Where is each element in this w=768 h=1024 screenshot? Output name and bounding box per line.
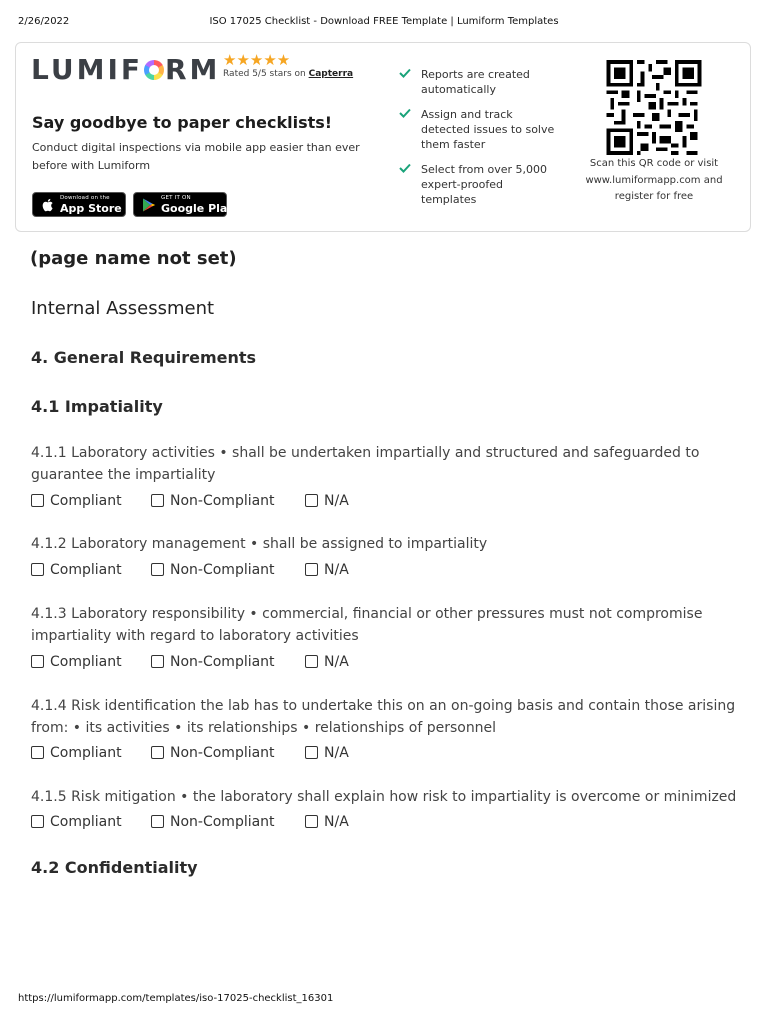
checkbox[interactable] xyxy=(305,655,318,668)
option-label: N/A xyxy=(324,745,349,761)
print-footer-url: https://lumiformapp.com/templates/iso-17025-checklist_16301 xyxy=(18,993,334,1004)
option-label: Non-Compliant xyxy=(170,562,275,578)
banner-tagline: Say goodbye to paper checklists! xyxy=(32,113,333,132)
checkbox[interactable] xyxy=(305,494,318,507)
option-label: N/A xyxy=(324,654,349,670)
print-header xyxy=(18,16,750,30)
rating-block xyxy=(223,52,353,79)
banner-subline: Conduct digital inspections via mobile app easier than ever before with Lumiform xyxy=(32,141,360,172)
option-label: N/A xyxy=(324,562,349,578)
answer-options xyxy=(31,652,531,672)
check-icon xyxy=(399,108,411,118)
capterra-link[interactable]: Capterra xyxy=(308,69,354,79)
logo-text-right: RM xyxy=(165,53,221,86)
heading-impartiality: 4.1 Impatiality xyxy=(31,397,163,416)
checkbox[interactable] xyxy=(31,563,44,576)
option-label: N/A xyxy=(324,493,349,509)
page-name: (page name not set) xyxy=(30,248,237,269)
option-label: Non-Compliant xyxy=(170,654,275,670)
option-label: Compliant xyxy=(50,745,122,761)
google-play-icon xyxy=(141,197,157,213)
option-label: Compliant xyxy=(50,654,122,670)
answer-options xyxy=(31,812,531,832)
checklist-question: 4.1.1 Laboratory activities • shall be undertaken impartially and structured and safeguarded to guarantee the impartiality xyxy=(31,445,700,483)
rating-text xyxy=(223,69,353,79)
checklist-question: 4.1.5 Risk mitigation • the laboratory shall explain how risk to impartiality is overcome or minimized xyxy=(31,789,737,805)
checklist-question: 4.1.4 Risk identification the lab has to undertake this on an on-going basis and contain those arising from: • its activities • its relationships • relationships of personnel xyxy=(31,698,736,736)
star-rating-icon: ★★★★★ xyxy=(223,51,291,69)
checkbox[interactable] xyxy=(31,494,44,507)
print-date: 2/26/2022 xyxy=(18,16,70,27)
checkbox[interactable] xyxy=(31,655,44,668)
feature-text: Select from over 5,000 expert-proofed templates xyxy=(421,163,548,206)
feature-list xyxy=(399,67,559,217)
qr-caption: Scan this QR code or visit www.lumiformapp.com and register for free xyxy=(585,158,723,202)
checkbox[interactable] xyxy=(305,815,318,828)
logo-text-left: LUMIF xyxy=(31,53,143,86)
qr-code-icon[interactable] xyxy=(604,60,704,155)
answer-options xyxy=(31,743,531,763)
option-label: Compliant xyxy=(50,562,122,578)
section-title: Internal Assessment xyxy=(31,298,215,319)
check-icon xyxy=(399,163,411,173)
check-icon xyxy=(399,68,411,78)
checkbox[interactable] xyxy=(305,746,318,759)
app-store-big-text: App Store xyxy=(60,202,122,215)
answer-options xyxy=(31,560,531,580)
feature-text: Reports are created automatically xyxy=(421,68,530,96)
app-store-small-text: Download on the xyxy=(60,195,110,201)
checkbox[interactable] xyxy=(151,815,164,828)
checkbox[interactable] xyxy=(151,746,164,759)
checkbox[interactable] xyxy=(151,494,164,507)
checkbox[interactable] xyxy=(31,746,44,759)
checklist-question: 4.1.2 Laboratory management • shall be assigned to impartiality xyxy=(31,536,488,552)
checkbox[interactable] xyxy=(305,563,318,576)
apple-icon xyxy=(40,197,56,213)
google-play-button[interactable] xyxy=(133,192,235,217)
option-label: Compliant xyxy=(50,814,122,830)
heading-confidentiality: 4.2 Confidentiality xyxy=(31,858,198,877)
option-label: Non-Compliant xyxy=(170,493,275,509)
checkbox[interactable] xyxy=(151,655,164,668)
answer-options xyxy=(31,491,531,511)
checklist-question: 4.1.3 Laboratory responsibility • commercial, financial or other pressures must not compromise impartiality with regard to laboratory activities xyxy=(31,606,703,644)
print-document-title: ISO 17025 Checklist - Download FREE Template | Lumiform Templates xyxy=(209,16,559,27)
feature-item xyxy=(399,67,559,97)
rating-prefix: Rated 5/5 stars on xyxy=(223,69,309,79)
lumiform-logo[interactable] xyxy=(31,53,220,86)
heading-general-requirements: 4. General Requirements xyxy=(31,348,257,367)
checkbox[interactable] xyxy=(31,815,44,828)
option-label: Non-Compliant xyxy=(170,745,275,761)
option-label: N/A xyxy=(324,814,349,830)
option-label: Non-Compliant xyxy=(170,814,275,830)
logo-ring-icon xyxy=(144,60,164,80)
option-label: Compliant xyxy=(50,493,122,509)
feature-item xyxy=(399,162,559,207)
feature-item xyxy=(399,107,559,152)
feature-text: Assign and track detected issues to solve them faster xyxy=(421,108,555,151)
promo-banner xyxy=(15,42,751,232)
google-play-big-text: Google Play xyxy=(161,202,235,215)
checkbox[interactable] xyxy=(151,563,164,576)
google-play-small-text: GET IT ON xyxy=(161,195,191,201)
app-store-button[interactable] xyxy=(32,192,126,217)
